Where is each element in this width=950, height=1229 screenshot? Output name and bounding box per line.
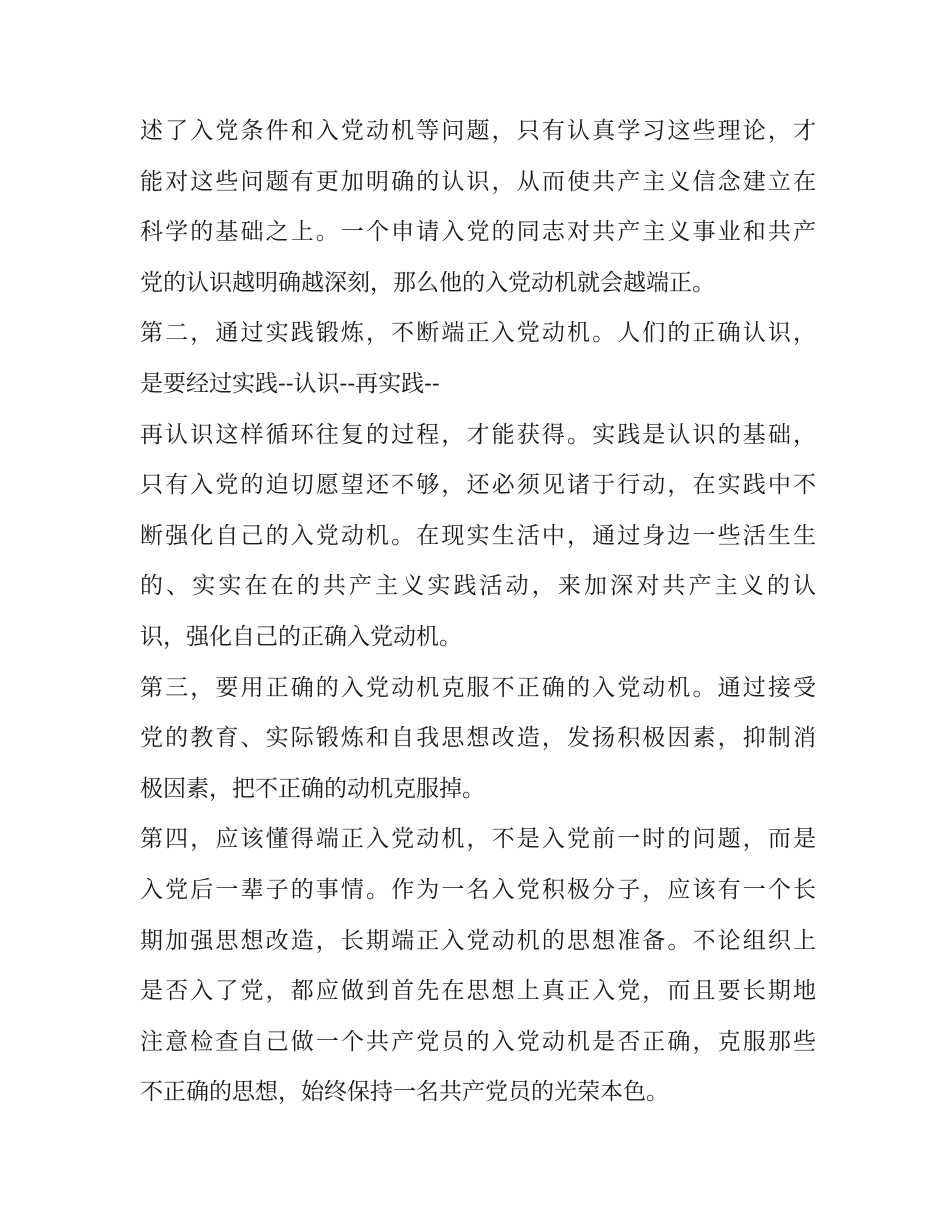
text-line: 极因素，把不正确的动机克服掉。: [140, 775, 485, 802]
text-line: 党的认识越明确越深刻，那么他的入党动机就会越端正。: [140, 269, 715, 296]
text-line: 能对这些问题有更加明确的认识，从而使共产主义信念建立在: [140, 168, 816, 195]
text-line: 注意检查自己做一个共产党员的入党动机是否正确，克服那些: [140, 1028, 816, 1055]
text-line: 入党后一辈子的事情。作为一名入党积极分子，应该有一个长: [140, 876, 816, 903]
text-line: 第四，应该懂得端正入党动机，不是入党前一时的问题，而是: [140, 826, 816, 853]
text-line: 期加强思想改造，长期端正入党动机的思想准备。不论组织上: [140, 927, 816, 954]
text-line: 科学的基础之上。一个申请入党的同志对共产主义事业和共产: [140, 219, 816, 246]
text-line: 的、实实在在的共产主义实践活动，来加深对共产主义的认: [140, 573, 816, 600]
text-line: 是否入了党，都应做到首先在思想上真正入党，而且要长期地: [140, 978, 816, 1005]
text-line: 再认识这样循环往复的过程，才能获得。实践是认识的基础，: [140, 421, 816, 448]
text-line: 不正确的思想，始终保持一名共产党员的光荣本色。: [140, 1079, 669, 1106]
text-line: 断强化自己的入党动机。在现实生活中，通过身边一些活生生: [140, 522, 816, 549]
text-line: 只有入党的迫切愿望还不够，还必须见诸于行动，在实践中不: [140, 472, 816, 499]
text-line: 述了入党条件和入党动机等问题，只有认真学习这些理论，才: [140, 118, 816, 144]
text-line: 是要经过实践--认识--再实践--: [140, 370, 440, 397]
text-line: 党的教育、实际锻炼和自我思想改造，发扬积极因素，抑制消: [140, 725, 816, 752]
document-body: [140, 106, 816, 1118]
text-line: 第二，通过实践锻炼，不断端正入党动机。人们的正确认识，: [140, 320, 816, 347]
text-line: 识，强化自己的正确入党动机。: [140, 623, 462, 650]
text-line: 第三，要用正确的入党动机克服不正确的入党动机。通过接受: [140, 674, 816, 701]
